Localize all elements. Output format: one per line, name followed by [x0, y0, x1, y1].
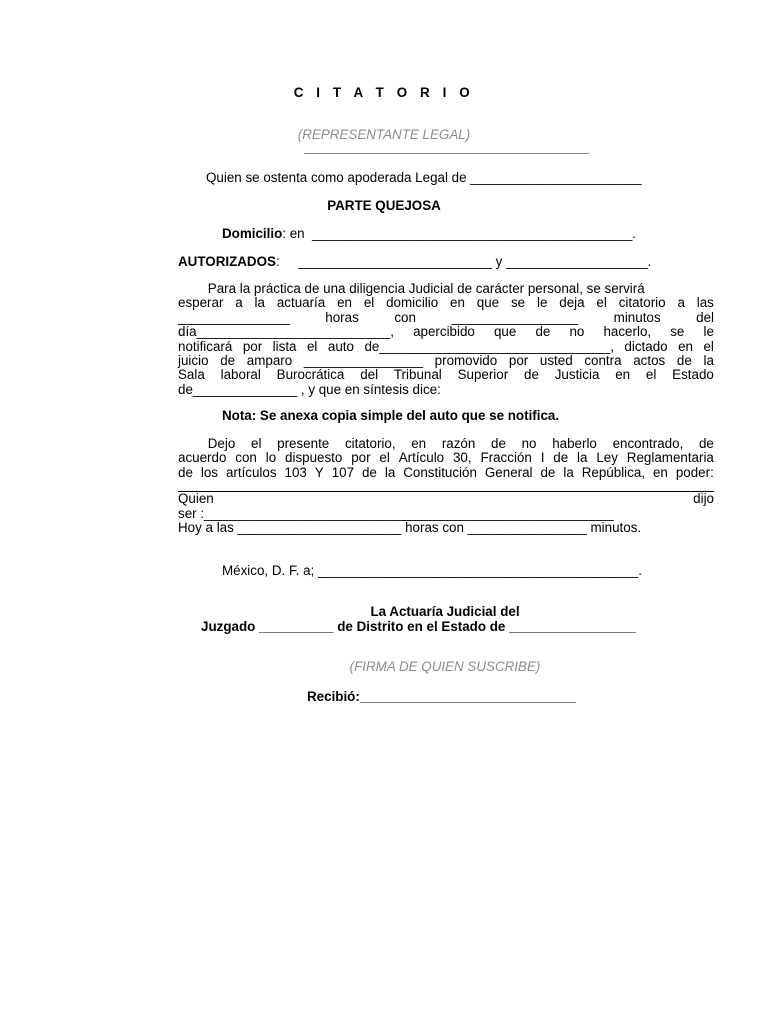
- paragraph-word: actos: [633, 352, 666, 368]
- paragraph-word: dictado: [624, 338, 668, 354]
- paragraph-word: actuaría: [276, 295, 326, 311]
- paragraph-line: [178, 296, 714, 310]
- paragraph-word: 30,: [452, 450, 472, 466]
- firma-label: (FIRMA DE QUIEN SUSCRIBE): [349, 659, 541, 674]
- paragraph-word: el: [251, 436, 262, 451]
- paragraph-word: laboral: [220, 367, 261, 383]
- paragraph-word: a: [235, 295, 243, 311]
- paragraph-word: República,: [581, 464, 646, 480]
- paragraph-word: I: [540, 450, 545, 466]
- paragraph-word: la: [254, 295, 265, 311]
- paragraph-word: el: [703, 338, 714, 354]
- paragraph-word: las: [696, 295, 714, 311]
- paragraph-word: la: [703, 352, 714, 368]
- representante-signature-line: [304, 153, 589, 154]
- paragraph-word: lista: [272, 338, 297, 354]
- paragraph-word: de: [220, 352, 236, 368]
- recibio-line: Recibió:_____________________________: [307, 689, 576, 704]
- juzgado-line: Juzgado __________ de Distrito en el Estado de _________________: [201, 619, 636, 634]
- actuaria-title: La Actuaría Judicial del: [370, 604, 520, 619]
- paragraph-word: de: [361, 464, 377, 480]
- paragraph-word: se: [510, 295, 526, 311]
- paragraph-word: minutos: [613, 309, 661, 325]
- paragraph-line: [178, 368, 714, 382]
- nota-line: Nota: Se anexa copia simple del auto que se notifica.: [222, 408, 560, 423]
- paragraph-word: 107: [331, 464, 355, 480]
- paragraph-word: razón: [441, 436, 476, 451]
- hoy-line: Hoy a las ______________________ horas con ________________ minutos.: [178, 520, 642, 535]
- paragraph-word: Sala: [178, 367, 205, 383]
- paragraph-word: le: [536, 295, 548, 311]
- paragraph-word: 103: [284, 464, 307, 480]
- paragraph-word: deja: [559, 295, 585, 311]
- ser-line: ser :_______________________________________________________: [178, 506, 614, 521]
- paragraph-word: no: [521, 436, 537, 451]
- paragraph-word: en: [337, 295, 352, 311]
- paragraph-line: [178, 325, 714, 339]
- paragraph-word: acuerdo: [178, 450, 227, 466]
- mexico-date-line: México, D. F. a; ___________________________________________.: [222, 563, 642, 578]
- paragraph-line: [178, 451, 714, 465]
- paragraph-word: de: [553, 450, 569, 466]
- paragraph-word: por: [508, 352, 529, 368]
- paragraph-word: que: [476, 295, 500, 311]
- autorizados-label: AUTORIZADOS: [178, 254, 276, 269]
- paragraph-word: contra: [584, 352, 622, 368]
- paragraph-word: la: [577, 450, 588, 466]
- representante-legal-label: (REPRESENTANTE LEGAL): [297, 127, 471, 142]
- domicilio-line: [222, 227, 636, 241]
- paragraph-word: le: [703, 324, 714, 340]
- paragraph-word: citatorio: [618, 295, 666, 311]
- paragraph-word: juicio: [178, 352, 209, 368]
- paragraph-word: Burocrática: [276, 367, 345, 383]
- paragraph-word: día__________________________,: [178, 324, 394, 340]
- paragraph-word: no: [569, 324, 585, 340]
- apoderada-line: Quien se ostenta como apoderada Legal de _______________________: [206, 170, 642, 185]
- paragraph-word: Fracción: [480, 450, 532, 466]
- quien-line: [178, 492, 714, 506]
- paragraph-word: apercibido: [413, 324, 475, 340]
- domicilio-label: Domicilio: [222, 226, 283, 241]
- paragraph-word: citatorio,: [344, 436, 396, 451]
- paragraph-word: de: [535, 324, 551, 340]
- autorizados-field: : __________________________ y ___________________.: [275, 254, 652, 269]
- paragraph-word: Superior: [457, 367, 509, 383]
- quien-label: Quien: [178, 491, 214, 506]
- paragraph-word: haberlo: [552, 436, 597, 451]
- paragraph-word: presente: [277, 436, 330, 451]
- paragraph-word: artículos: [225, 464, 277, 480]
- paragraph-word: en: [450, 295, 465, 311]
- paragraph-word: a: [677, 295, 685, 311]
- paragraph-line: [178, 340, 714, 354]
- diligencia-paragraph: [178, 282, 714, 397]
- paragraph-line: [178, 311, 714, 325]
- paragraph-word: en: [615, 367, 631, 383]
- autorizados-line: [178, 255, 651, 269]
- paragraph-word: horas: [325, 309, 359, 325]
- citatorio-paragraph: [178, 437, 714, 480]
- domicilio-field: : en ___________________________________________.: [282, 226, 636, 241]
- paragraph-word: de: [524, 367, 539, 383]
- paragraph-word: se: [670, 324, 685, 340]
- paragraph-line: [178, 437, 714, 451]
- paragraph-word: domicilio: [386, 295, 439, 311]
- dijo-label: dijo: [693, 491, 714, 506]
- paragraph-word: Tribunal: [393, 367, 442, 383]
- paragraph-word: los: [200, 464, 218, 480]
- paragraph-word: el: [363, 295, 375, 311]
- paragraph-word: de: [676, 352, 692, 368]
- paragraph-line: [178, 466, 714, 480]
- paragraph-word: el: [379, 450, 390, 466]
- paragraph-word: la: [563, 464, 574, 480]
- paragraph-word: esperar: [178, 295, 224, 311]
- paragraph-word: el: [306, 338, 318, 354]
- paragraph-word: Justicia: [554, 367, 600, 383]
- paragraph-word: el: [645, 367, 657, 383]
- paragraph-word: de: [540, 464, 556, 480]
- document-title: C I T A T O R I O: [293, 85, 475, 100]
- paragraph-word: en: [411, 436, 427, 451]
- paragraph-line: [178, 354, 714, 368]
- paragraph-word: lo: [265, 450, 277, 466]
- paragraph-word: Ley: [596, 450, 618, 466]
- paragraph-word: ________________: [303, 352, 423, 368]
- paragraph-word: encontrado,: [612, 436, 684, 451]
- paragraph-word: con: [394, 309, 416, 325]
- paragraph-word: _________________: [451, 309, 579, 325]
- paragraph-word: el: [596, 295, 607, 311]
- paragraph-word: Constitución: [403, 464, 477, 480]
- paragraph-word: en: [652, 464, 668, 480]
- paragraph-word: amparo: [246, 352, 293, 368]
- paragraph-word: de: [178, 464, 193, 480]
- paragraph-word: por: [242, 338, 263, 354]
- paragraph-word: Y: [314, 464, 324, 480]
- paragraph-word: en: [678, 338, 693, 354]
- paragraph-word: de: [491, 436, 506, 451]
- paragraph-word: Estado: [672, 367, 714, 383]
- parte-quejosa-heading: PARTE QUEJOSA: [327, 198, 441, 213]
- paragraph-word: por: [351, 450, 371, 466]
- paragraph-word: usted: [539, 352, 573, 368]
- paragraph-last-line: de______________ , y que en síntesis dice:: [178, 381, 441, 397]
- paragraph-word: Artículo: [398, 450, 445, 466]
- paragraph-word: del: [696, 309, 714, 325]
- paragraph-word: dispuesto: [285, 450, 343, 466]
- paragraph-word: promovido: [434, 352, 498, 368]
- paragraph-word: notificará: [178, 338, 233, 354]
- paragraph-word: la: [384, 464, 396, 480]
- paragraph-word: poder:: [675, 464, 714, 480]
- paragraph-word: Reglamentaria: [626, 450, 714, 466]
- paragraph-word: del: [360, 367, 379, 383]
- paragraph-word: que: [493, 324, 517, 340]
- paragraph-word: de: [698, 436, 714, 451]
- paragraph-line: Para la práctica de una diligencia Judicial de carácter personal, se servirá: [178, 281, 645, 296]
- paragraph-word: _______________: [178, 309, 290, 325]
- paragraph-word: Dejo: [178, 436, 236, 451]
- paragraph-word: auto: [327, 338, 354, 354]
- paragraph-word: con: [235, 450, 257, 466]
- paragraph-word: de_______________________________,: [364, 338, 614, 354]
- paragraph-word: hacerlo,: [603, 324, 652, 340]
- paragraph-word: General: [484, 464, 533, 480]
